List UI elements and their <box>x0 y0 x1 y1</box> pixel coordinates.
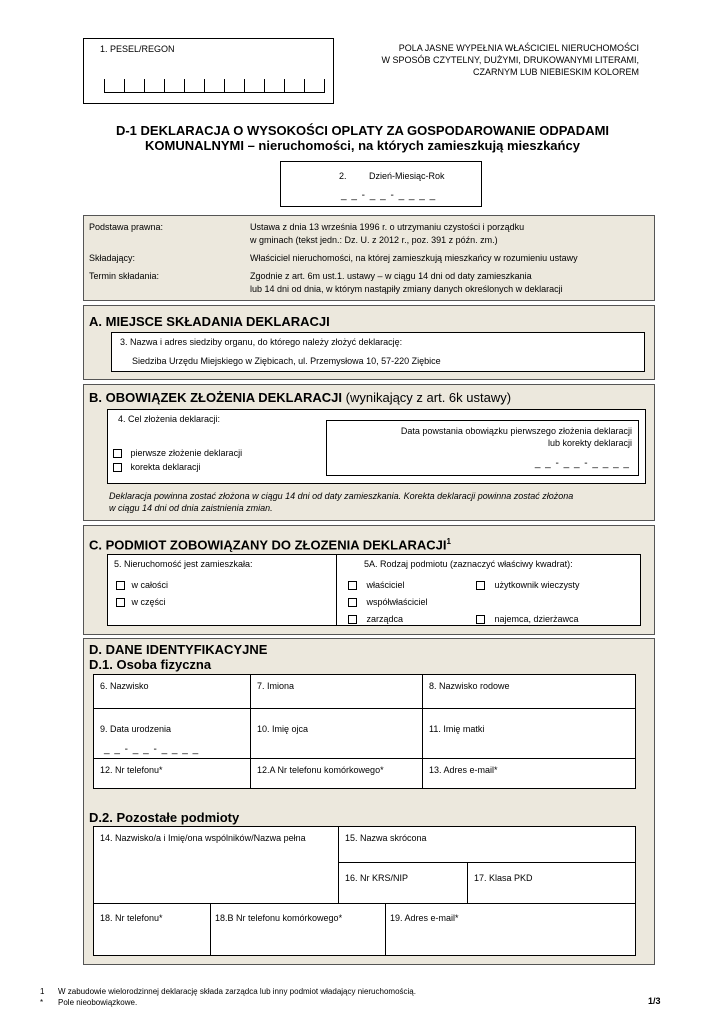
section-c-title-text: C. PODMIOT ZOBOWIĄZANY DO ZŁOZENIA DEKLARACJI <box>89 537 447 553</box>
office-address-field[interactable] <box>111 332 645 372</box>
option-owner[interactable] <box>348 580 405 590</box>
section-b-title-bold: B. OBOWIĄZEK ZŁOŻENIA DEKLARACJI <box>89 390 343 405</box>
date-mask: _ _ - _ _ - _ _ _ _ <box>341 190 437 201</box>
pesel-cell-divider <box>204 79 205 93</box>
section-c-footnote-ref: 1 <box>446 537 451 546</box>
pkd-field[interactable] <box>468 863 636 904</box>
family-name-label: 8. Nazwisko rodowe <box>429 681 510 691</box>
date-num: 2. <box>339 171 347 181</box>
subject-type-field <box>107 554 641 626</box>
checkbox-part[interactable] <box>116 598 125 607</box>
deadline-value-2: lub 14 dni od dnia, w którym nastąpiły zmiany danych określonych w deklaracji <box>250 284 563 294</box>
footnote-2 <box>40 997 416 1008</box>
footnote-2-text: Pole nieobowiązkowe. <box>58 998 138 1007</box>
email-field[interactable] <box>423 759 636 789</box>
instruction-line-2: W SPOSÓB CZYTELNY, DUŻYMI, DRUKOWANYMI LITERAMI, <box>381 55 639 65</box>
person-grid <box>93 674 636 789</box>
krs-nip-field[interactable] <box>339 863 468 904</box>
pesel-input[interactable] <box>104 79 324 93</box>
option-part[interactable] <box>116 597 166 607</box>
page-title <box>0 123 725 153</box>
footnote-1 <box>40 986 416 997</box>
submitter-label: Składający: <box>89 253 136 263</box>
section-d1-title: D.1. Osoba fizyczna <box>89 657 212 672</box>
pesel-cell-divider <box>224 79 225 93</box>
submitter-value: Właściciel nieruchomości, na której zamieszkują mieszkańcy w rozumieniu ustawy <box>250 253 578 263</box>
deadline-label: Termin składania: <box>89 271 160 281</box>
pesel-cell-divider <box>164 79 165 93</box>
legal-basis-section <box>83 215 655 301</box>
pesel-cell-divider <box>284 79 285 93</box>
mother-name-label: 11. Imię matki <box>429 724 485 734</box>
mobile-phone-label: 12.A Nr telefonu komórkowego* <box>257 765 384 775</box>
instruction-line-3: CZARNYM LUB NIEBIESKIM KOLOREM <box>472 67 639 77</box>
entity-phone-label: 18. Nr telefonu* <box>100 913 163 923</box>
pesel-cell-divider <box>104 79 105 93</box>
section-a <box>83 305 655 380</box>
option-perpetual-user[interactable] <box>476 580 580 590</box>
entity-phone-field[interactable] <box>94 904 211 956</box>
first-names-field[interactable] <box>251 675 423 709</box>
section-b-title-normal: (wynikający z art. 6k ustawy) <box>342 390 512 405</box>
pesel-cell-divider <box>264 79 265 93</box>
obligation-date-label-2: lub korekty deklaracji <box>547 438 632 448</box>
birth-date-field[interactable] <box>94 709 251 759</box>
email-label: 13. Adres e-mail* <box>429 765 498 775</box>
office-address-value: Siedziba Urzędu Miejskiego w Ziębicach, ul. Przemysłowa 10, 57-220 Ziębice <box>132 356 441 366</box>
checkbox-owner[interactable] <box>348 581 357 590</box>
section-b-note-2: w ciągu 14 dni od dnia zaistnienia zmian. <box>109 503 273 513</box>
footnotes <box>40 986 416 1008</box>
entity-mobile-label: 18.B Nr telefonu komórkowego* <box>215 913 343 923</box>
option-correction-label: korekta deklaracji <box>130 462 201 472</box>
option-co-owner-label: współwłaściciel <box>366 597 428 607</box>
subject-divider <box>336 555 337 625</box>
mobile-phone-field[interactable] <box>251 759 423 789</box>
section-b-note-1: Deklaracja powinna zostać złożona w ciągu 14 dni od daty zamieszkania. Korekta deklaracji powinna zostać złożona <box>109 491 574 501</box>
phone-field[interactable] <box>94 759 251 789</box>
option-correction[interactable] <box>113 462 201 472</box>
obligation-date-box[interactable] <box>326 420 639 476</box>
mother-name-field[interactable] <box>423 709 636 759</box>
section-d <box>83 638 655 965</box>
full-name-field[interactable] <box>94 827 339 904</box>
option-tenant[interactable] <box>476 614 579 624</box>
legal-basis-value-2: w gminach (tekst jedn.: Dz. U. z 2012 r., poz. 391 z późn. zm.) <box>250 235 498 245</box>
option-first-label: pierwsze złożenie deklaracji <box>130 448 243 458</box>
pesel-cell-divider <box>144 79 145 93</box>
checkbox-co-owner[interactable] <box>348 598 357 607</box>
footnote-1-mark: 1 <box>40 987 45 996</box>
declaration-purpose-field <box>107 409 646 484</box>
entity-email-field[interactable] <box>386 904 636 956</box>
section-c-title <box>89 537 451 552</box>
instruction-line-1: POLA JASNE WYPEŁNIA WŁAŚCICIEL NIERUCHOMOŚCI <box>398 43 639 53</box>
father-name-field[interactable] <box>251 709 423 759</box>
date-label: Dzień-Miesiąc-Rok <box>369 171 445 181</box>
birth-date-label: 9. Data urodzenia <box>100 724 172 734</box>
entity-mobile-field[interactable] <box>211 904 386 956</box>
birth-date-mask: _ _ - _ _ - _ _ _ _ <box>104 744 200 755</box>
surname-field[interactable] <box>94 675 251 709</box>
pesel-box <box>83 38 334 104</box>
krs-nip-label: 16. Nr KRS/NIP <box>345 873 409 883</box>
short-name-label: 15. Nazwa skrócona <box>345 833 427 843</box>
short-name-field[interactable] <box>339 827 636 863</box>
legal-basis-label: Podstawa prawna: <box>89 222 164 232</box>
section-b-title <box>89 390 511 405</box>
title-line-1: D-1 DEKLARACJA O WYSOKOŚCI OPLATY ZA GOSPODAROWANIE ODPADAMI <box>115 123 610 138</box>
legal-basis-value-1: Ustawa z dnia 13 września 1996 r. o utrzymaniu czystości i porządku <box>250 222 525 232</box>
first-names-label: 7. Imiona <box>257 681 295 691</box>
entity-email-label: 19. Adres e-mail* <box>390 913 459 923</box>
checkbox-correction[interactable] <box>113 463 122 472</box>
submission-date-box[interactable] <box>280 161 482 207</box>
checkbox-first-declaration[interactable] <box>113 449 122 458</box>
entity-grid <box>93 826 636 956</box>
father-name-label: 10. Imię ojca <box>257 724 309 734</box>
subject-kind-label: 5A. Rodzaj podmiotu (zaznaczyć właściwy kwadrat): <box>364 559 573 569</box>
checkbox-perpetual-user[interactable] <box>476 581 485 590</box>
pesel-cell-divider <box>124 79 125 93</box>
deadline-value-1: Zgodnie z art. 6m ust.1. ustawy – w ciągu 14 dni od daty zamieszkania <box>250 271 532 281</box>
option-co-owner[interactable] <box>348 597 428 607</box>
checkbox-whole[interactable] <box>116 581 125 590</box>
section-d-title: D. DANE IDENTYFIKACYJNE <box>89 642 268 657</box>
declaration-purpose-label: 4. Cel złożenia deklaracji: <box>118 414 221 424</box>
option-owner-label: właściciel <box>366 580 405 590</box>
option-perpetual-user-label: użytkownik wieczysty <box>494 580 580 590</box>
family-name-field[interactable] <box>423 675 636 709</box>
obligation-date-label-1: Data powstania obowiązku pierwszego złożenia deklaracji <box>400 426 632 436</box>
section-d2-title: D.2. Pozostałe podmioty <box>89 810 240 825</box>
footnote-2-mark: * <box>40 998 44 1007</box>
obligation-date-mask: _ _ - _ _ - _ _ _ _ <box>534 458 630 469</box>
title-line-2: KOMUNALNYMI – nieruchomości, na których zamieszkują mieszkańcy <box>145 138 580 153</box>
footnote-1-text: W zabudowie wielorodzinnej deklarację składa zarządca lub inny podmiot władający nieruchomością. <box>58 987 416 996</box>
occupancy-label: 5. Nieruchomość jest zamieszkała: <box>114 559 253 569</box>
pesel-cell-divider <box>324 79 325 93</box>
pesel-cell-divider <box>244 79 245 93</box>
pesel-label: 1. PESEL/REGON <box>100 44 175 54</box>
office-address-label: 3. Nazwa i adres siedziby organu, do którego należy złożyć deklarację: <box>120 337 403 347</box>
surname-label: 6. Nazwisko <box>100 681 149 691</box>
fill-instructions <box>381 42 639 78</box>
page-number: 1/3 <box>648 996 661 1006</box>
option-tenant-label: najemca, dzierżawca <box>494 614 579 624</box>
option-whole-label: w całości <box>131 580 169 590</box>
section-c <box>83 525 655 635</box>
option-first-declaration[interactable] <box>113 448 242 458</box>
checkbox-tenant[interactable] <box>476 615 485 624</box>
full-name-label: 14. Nazwisko/a i Imię/ona wspólników/Nazwa pełna <box>100 833 306 843</box>
option-whole[interactable] <box>116 580 168 590</box>
option-part-label: w części <box>131 597 166 607</box>
checkbox-manager[interactable] <box>348 615 357 624</box>
section-a-title: A. MIEJSCE SKŁADANIA DEKLARACJI <box>89 314 330 329</box>
option-manager-label: zarządca <box>366 614 404 624</box>
option-manager[interactable] <box>348 614 403 624</box>
pesel-cell-divider <box>304 79 305 93</box>
pesel-cell-divider <box>184 79 185 93</box>
section-b <box>83 384 655 521</box>
phone-label: 12. Nr telefonu* <box>100 765 163 775</box>
pkd-label: 17. Klasa PKD <box>474 873 533 883</box>
